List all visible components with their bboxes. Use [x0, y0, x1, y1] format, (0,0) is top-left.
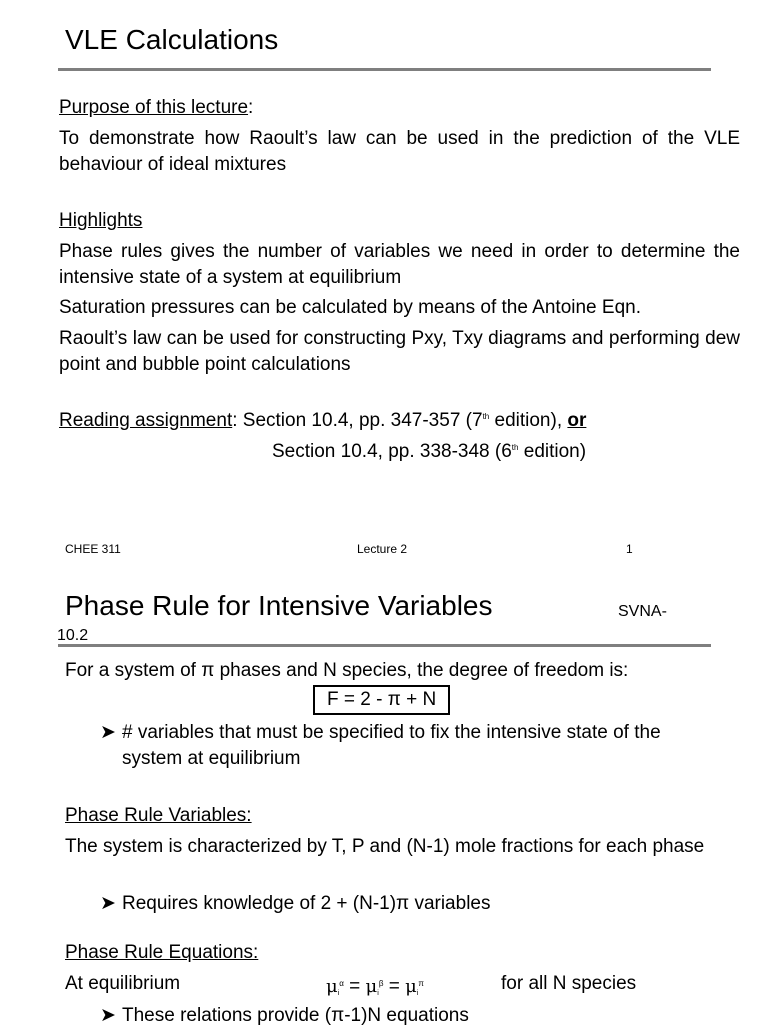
footer-page: 1 [626, 542, 633, 556]
reading-line-2 [272, 439, 586, 465]
reading-line-1 [59, 408, 586, 434]
eq-equals: = [343, 976, 366, 997]
eq-subscript: i [377, 990, 379, 997]
reading-or: or [567, 410, 587, 431]
bullet-item [100, 720, 720, 772]
reading-line1-sup: th [482, 412, 490, 421]
bullet-text: These relations provide (π-1)N equations [122, 1005, 469, 1026]
equation-scope: for all N species [501, 973, 637, 994]
svna-ref-b: 10.2 [57, 627, 89, 644]
title-divider [58, 644, 711, 647]
purpose-text: To demonstrate how Raoult’s law can be used in the prediction of the VLE behaviour of ideal mixtures [59, 128, 740, 175]
eq-subscript: i [337, 990, 340, 997]
reading-line2-sup: th [511, 443, 519, 452]
eq-superscript: π [418, 979, 424, 988]
svna-ref-a: SVNA- [618, 603, 667, 620]
purpose-heading-line [59, 95, 253, 121]
variables-heading: Phase Rule Variables: [65, 805, 252, 826]
mu-symbol: μ [405, 976, 417, 997]
arrow-bullet-icon: ➤ [100, 893, 116, 914]
bullet-item [100, 1003, 469, 1029]
highlight-item: Phase rules gives the number of variables we need in order to determine the intensive state of a system at equilibrium [59, 241, 740, 288]
eq-superscript: β [378, 979, 384, 988]
purpose-colon: : [248, 97, 254, 118]
title-divider [58, 68, 711, 71]
highlight-item: Raoult’s law can be used for constructing Pxy, Txy diagrams and performing dew point and bubble point calculations [59, 328, 740, 375]
footer-course: CHEE 311 [65, 542, 121, 556]
mu-symbol: μ [326, 976, 338, 997]
eq-equals: = [383, 976, 406, 997]
eq-superscript: α [339, 979, 344, 988]
reading-line1-pre: : Section 10.4, pp. 347-357 (7 [232, 410, 483, 431]
purpose-heading: Purpose of this lecture [59, 97, 249, 118]
footer-lecture: Lecture 2 [357, 542, 408, 556]
bullet-item [100, 891, 490, 917]
reading-heading: Reading assignment [59, 410, 233, 431]
bullet-text: Requires knowledge of 2 + (N-1)π variables [122, 893, 491, 914]
slide2-title: Phase Rule for Intensive Variables [65, 590, 493, 621]
mu-symbol: μ [365, 976, 378, 997]
arrow-bullet-icon: ➤ [100, 1005, 116, 1026]
chemical-potential-equation [326, 971, 424, 1007]
arrow-bullet-icon: ➤ [100, 722, 116, 743]
reading-line2-post: edition) [518, 441, 587, 462]
dof-intro: For a system of π phases and N species, the degree of freedom is: [65, 660, 629, 681]
equations-heading: Phase Rule Equations: [65, 942, 259, 963]
bullet-text: # variables that must be specified to fix the intensive state of the system at equilibrium [122, 722, 661, 769]
eq-subscript: i [416, 990, 419, 997]
slide1-title: VLE Calculations [65, 24, 279, 55]
equilibrium-label: At equilibrium [65, 973, 181, 994]
variables-text: The system is characterized by T, P and (N-1) mole fractions for each phase [65, 836, 705, 857]
reading-line1-post: edition), [489, 410, 568, 431]
highlights-heading: Highlights [59, 210, 143, 231]
phase-rule-formula: F = 2 - π + N [313, 685, 450, 715]
reading-line2-pre: Section 10.4, pp. 338-348 (6 [272, 441, 512, 462]
highlight-item: Saturation pressures can be calculated by means of the Antoine Eqn. [59, 297, 641, 318]
